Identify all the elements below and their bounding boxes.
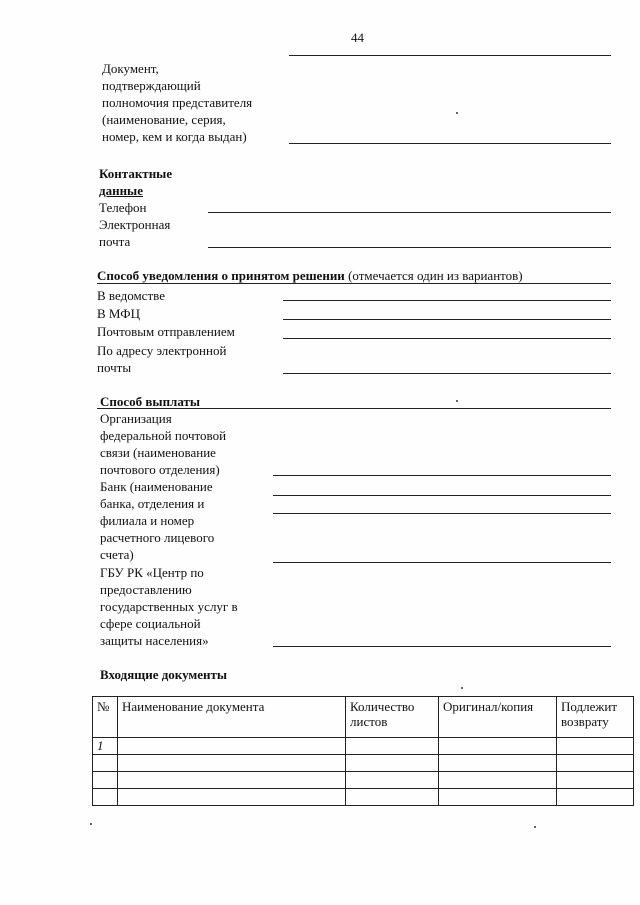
representative-doc-label bbox=[102, 60, 252, 145]
payment-bank-label bbox=[100, 478, 214, 563]
phone-label: Телефон bbox=[99, 200, 147, 215]
label-line: банка, отделения и bbox=[100, 496, 205, 511]
label-line: почтового отделения) bbox=[100, 462, 220, 477]
label-line: расчетного лицевого bbox=[100, 530, 215, 545]
table-cell[interactable] bbox=[93, 755, 118, 772]
table-cell[interactable]: 1 bbox=[93, 738, 118, 755]
incoming-documents-table bbox=[92, 696, 634, 806]
scan-speck bbox=[90, 823, 92, 825]
notification-post-field[interactable] bbox=[283, 338, 611, 339]
notification-option-email bbox=[97, 342, 226, 376]
label-line: полномочия представителя bbox=[102, 95, 253, 110]
label-line: Банк (наименование bbox=[100, 479, 213, 494]
table-cell[interactable] bbox=[118, 772, 346, 789]
scan-speck bbox=[456, 400, 458, 402]
label-line: номер, кем и когда выдан) bbox=[102, 129, 247, 144]
notification-option-mfc: В МФЦ bbox=[97, 306, 140, 321]
table-cell[interactable] bbox=[439, 789, 557, 806]
payment-bank-field-3[interactable] bbox=[273, 562, 611, 563]
table-cell[interactable] bbox=[346, 789, 439, 806]
scan-speck bbox=[461, 687, 463, 689]
representative-doc-field[interactable] bbox=[289, 143, 611, 144]
label-line: защиты населения» bbox=[100, 633, 209, 648]
column-header-number: № bbox=[93, 697, 118, 738]
table-cell[interactable] bbox=[346, 738, 439, 755]
table-row bbox=[93, 755, 634, 772]
payment-post-field[interactable] bbox=[273, 475, 611, 476]
label-line: Документ, bbox=[102, 61, 159, 76]
payment-post-label bbox=[100, 410, 226, 478]
phone-field[interactable] bbox=[208, 212, 611, 213]
label-line: ГБУ РК «Центр по bbox=[100, 565, 204, 580]
table-row bbox=[93, 772, 634, 789]
column-header-sheets: Количество листов bbox=[346, 697, 439, 738]
label-line: сфере социальной bbox=[100, 616, 201, 631]
payment-center-field[interactable] bbox=[273, 646, 611, 647]
table-cell[interactable] bbox=[118, 789, 346, 806]
label-line: государственных услуг в bbox=[100, 599, 238, 614]
table-cell[interactable] bbox=[439, 738, 557, 755]
incoming-heading: Входящие документы bbox=[100, 667, 228, 682]
table-cell[interactable] bbox=[346, 772, 439, 789]
payment-bank-field[interactable] bbox=[273, 495, 611, 496]
heading-underline bbox=[97, 283, 611, 284]
table-header-row bbox=[93, 697, 634, 738]
heading-line: данные bbox=[99, 183, 143, 198]
label-line: почта bbox=[99, 234, 131, 249]
table-cell[interactable] bbox=[93, 789, 118, 806]
table-cell[interactable] bbox=[118, 755, 346, 772]
table-cell[interactable] bbox=[557, 789, 634, 806]
notification-mfc-field[interactable] bbox=[283, 319, 611, 320]
payment-heading: Способ выплаты bbox=[100, 394, 201, 409]
label-line: Электронная bbox=[99, 217, 171, 232]
label-line: счета) bbox=[100, 547, 134, 562]
page-number: 44 bbox=[351, 30, 364, 45]
notification-office-field[interactable] bbox=[283, 300, 611, 301]
table-cell[interactable] bbox=[346, 755, 439, 772]
heading-underline bbox=[97, 408, 611, 409]
heading-text: Способ уведомления о принятом решении bbox=[97, 268, 345, 283]
table-row bbox=[93, 789, 634, 806]
notification-heading bbox=[97, 267, 523, 284]
scan-speck bbox=[534, 826, 536, 828]
label-line: подтверждающий bbox=[102, 78, 201, 93]
label-line: Организация bbox=[100, 411, 172, 426]
table-row bbox=[93, 738, 634, 755]
email-field[interactable] bbox=[208, 247, 611, 248]
notification-option-office: В ведомстве bbox=[97, 288, 165, 303]
column-header-return: Подлежит возврату bbox=[557, 697, 634, 738]
scan-speck bbox=[456, 112, 458, 114]
label-line: связи (наименование bbox=[100, 445, 216, 460]
heading-line: Контактные bbox=[99, 166, 173, 181]
notification-email-field[interactable] bbox=[283, 373, 611, 374]
payment-bank-field-2[interactable] bbox=[273, 513, 611, 514]
heading-note: (отмечается один из вариантов) bbox=[348, 268, 523, 283]
column-header-name: Наименование документа bbox=[118, 697, 346, 738]
contacts-heading bbox=[99, 165, 172, 199]
label-line: По адресу электронной bbox=[97, 343, 227, 358]
label-line: филиала и номер bbox=[100, 513, 195, 528]
label-line: (наименование, серия, bbox=[102, 112, 226, 127]
table-cell[interactable] bbox=[557, 772, 634, 789]
label-line: федеральной почтовой bbox=[100, 428, 227, 443]
table-cell[interactable] bbox=[439, 755, 557, 772]
column-header-original-copy: Оригинал/копия bbox=[439, 697, 557, 738]
table-cell[interactable] bbox=[439, 772, 557, 789]
table-cell[interactable] bbox=[557, 738, 634, 755]
label-line: почты bbox=[97, 360, 132, 375]
table-cell[interactable] bbox=[93, 772, 118, 789]
label-line: предоставлению bbox=[100, 582, 192, 597]
notification-option-post: Почтовым отправлением bbox=[97, 324, 235, 339]
fill-line[interactable] bbox=[289, 55, 611, 56]
email-label bbox=[99, 216, 170, 250]
payment-center-label bbox=[100, 564, 238, 649]
table-cell[interactable] bbox=[557, 755, 634, 772]
table-cell[interactable] bbox=[118, 738, 346, 755]
